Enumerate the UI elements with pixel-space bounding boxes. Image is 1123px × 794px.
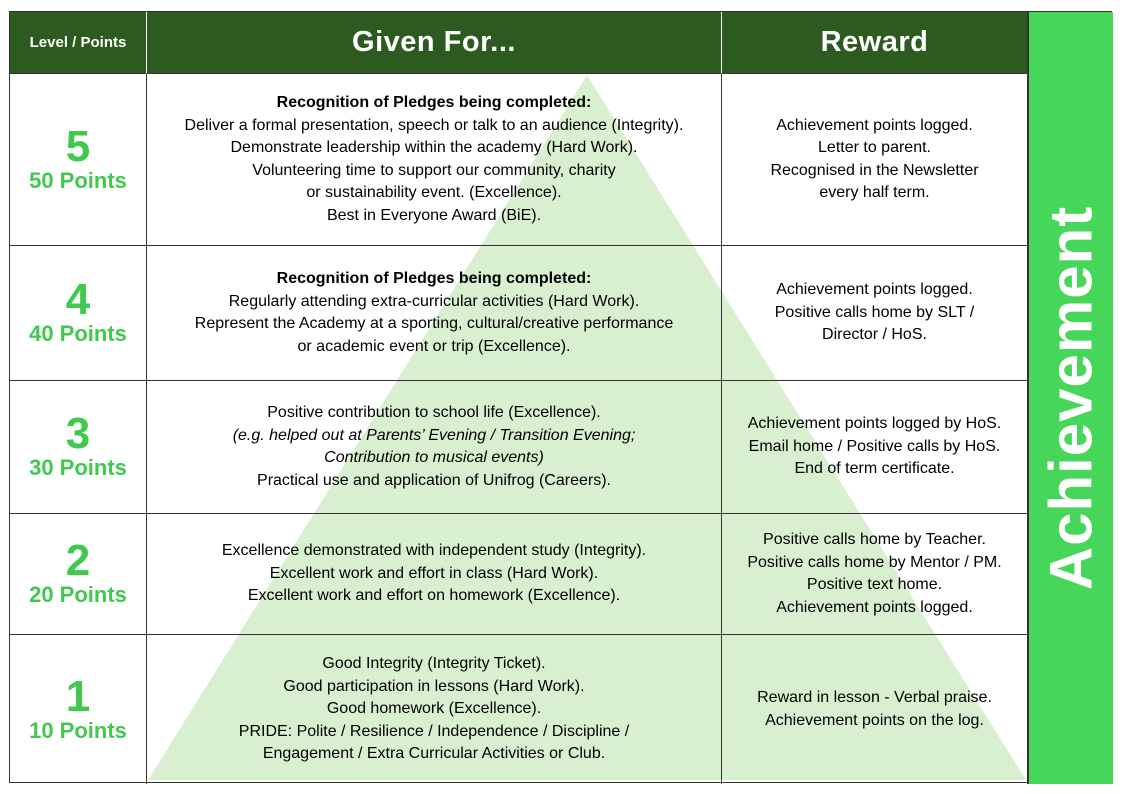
given-line: Deliver a formal presentation, speech or talk to an audience (Integrity). [184, 116, 684, 134]
given-line: Excellent work and effort in class (Hard Work). [269, 564, 599, 582]
reward-cell-3 [722, 381, 1028, 514]
reward-line: Director / HoS. [822, 326, 927, 344]
level-points: 30 Points [29, 455, 127, 480]
given-line: Best in Everyone Award (BiE). [326, 206, 542, 224]
given-line: Engagement / Extra Curricular Activities or Club. [262, 745, 606, 763]
reward-line: Letter to parent. [818, 139, 931, 156]
reward-line: Positive text home. [806, 576, 943, 593]
level-number: 1 [65, 671, 91, 721]
reward-line: Positive calls home by Teacher. [763, 531, 986, 548]
given-for-cell-4 [147, 246, 722, 381]
given-for-cell-1 [147, 635, 722, 784]
reward-line: Email home / Positive calls by HoS. [748, 437, 1001, 455]
given-line: or sustainability event. (Excellence). [306, 184, 562, 201]
given-example-line: (e.g. helped out at Parents’ Evening / Transition Evening; [232, 426, 636, 444]
achievement-side-bar [1028, 12, 1113, 784]
given-line: or academic event or trip (Excellence). [297, 337, 571, 355]
header-level-points: Level / Points [10, 12, 147, 74]
level-cell-4 [10, 246, 147, 381]
given-line: Good Integrity (Integrity Ticket). [322, 655, 546, 673]
level-number: 4 [65, 275, 91, 324]
reward-line: Achievement points logged. [776, 116, 973, 134]
achievement-label: Achievement [1037, 205, 1105, 591]
rewards-table [9, 11, 1112, 783]
level-number: 2 [65, 536, 91, 585]
given-for-cell-5 [147, 74, 722, 246]
given-line: Positive contribution to school life (Excellence). [267, 404, 601, 421]
given-line: Volunteering time to support our community, charity [252, 161, 616, 179]
given-line: Excellence demonstrated with independent study (Integrity). [221, 542, 647, 560]
given-line: Good participation in lessons (Hard Work). [283, 677, 585, 695]
reward-line: Achievement points logged. [776, 598, 973, 616]
given-line: Regularly attending extra-curricular activities (Hard Work). [228, 292, 640, 310]
level-points: 40 Points [29, 321, 127, 346]
reward-cell-2 [722, 514, 1028, 635]
header-reward: Reward [722, 12, 1028, 74]
level-points: 50 Points [29, 167, 127, 193]
given-line: PRIDE: Polite / Resilience / Independence / Discipline / [238, 722, 630, 740]
reward-line: Achievement points on the log. [765, 711, 984, 729]
given-for-cell-2 [147, 514, 722, 635]
reward-cell-1 [722, 635, 1028, 784]
given-heading: Recognition of Pledges being completed: [276, 94, 592, 111]
reward-cell-5 [722, 74, 1028, 246]
reward-line: Recognised in the Newsletter [770, 161, 979, 179]
reward-line: Achievement points logged by HoS. [747, 415, 1002, 433]
given-example-line: Contribution to musical events) [324, 449, 544, 466]
given-line: Demonstrate leadership within the academy (Hard Work). [230, 139, 638, 156]
given-heading: Recognition of Pledges being completed: [276, 270, 592, 287]
reward-line: Positive calls home by SLT / [774, 303, 975, 321]
level-points: 20 Points [29, 582, 127, 607]
level-points: 10 Points [29, 717, 127, 743]
reward-line: End of term certificate. [794, 460, 955, 478]
given-line: Good homework (Excellence). [326, 700, 542, 718]
level-cell-3 [10, 381, 147, 514]
given-line: Represent the Academy at a sporting, cultural/creative performance [194, 315, 674, 332]
level-cell-5 [10, 74, 147, 246]
reward-line: Achievement points logged. [776, 281, 973, 299]
level-cell-1 [10, 635, 147, 784]
given-line: Practical use and application of Unifrog (Careers). [257, 471, 611, 489]
reward-cell-4 [722, 246, 1028, 381]
level-number: 5 [65, 121, 91, 171]
given-line: Excellent work and effort on homework (Excellence). [247, 587, 621, 605]
header-given-for: Given For... [147, 12, 722, 74]
reward-line: Positive calls home by Mentor / PM. [747, 553, 1002, 571]
level-cell-2 [10, 514, 147, 635]
level-number: 3 [65, 409, 91, 458]
given-for-cell-3 [147, 381, 722, 514]
reward-line: every half term. [819, 184, 930, 201]
reward-line: Reward in lesson - Verbal praise. [757, 689, 992, 706]
